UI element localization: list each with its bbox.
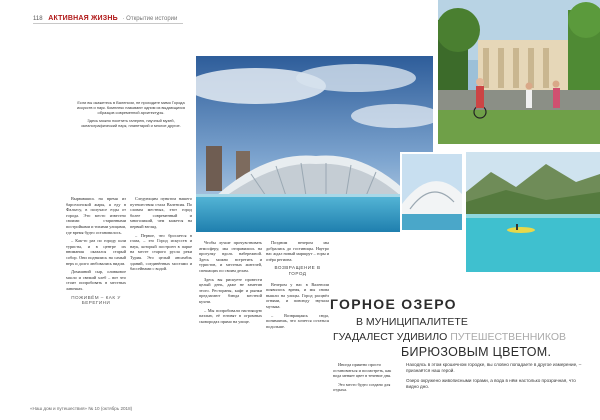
photo-turquoise-lake — [466, 152, 600, 272]
headline-line-3-dark: ГУАДАЛЕСТ УДИВИЛО — [333, 331, 448, 343]
body-paragraph: – Мы попробовали настоящую паэлью, её готовят в огромных сковородах прямо на улице. — [199, 307, 262, 324]
lead-paragraph: Озеро окружено живописными горами, а вода в нём настолько прозрачная, что видно дно. — [406, 378, 576, 389]
photo-city-of-arts — [196, 56, 433, 232]
body-paragraph: Иногда приятно просто остановиться и посмотреть, как вода меняет цвет в течение дня. — [333, 362, 392, 379]
body-paragraph: Здесь вы рискуете провести целый день, даже не заметив этого. Рестораны, кафе и рынки предлагают блюда местной кухни. — [199, 276, 262, 304]
headline-line-1: ГОРНОЕ ОЗЕРО — [330, 296, 457, 312]
caption-paragraph: Если вы окажетесь в Валенсии, не проходите мимо Города искусств и наук. Комплекс называют одним из выдающихся образцов современной архитектуры. — [76, 100, 186, 115]
page-header — [33, 15, 177, 22]
body-paragraph: – Как-то раз по городу шли туристы, и в центре их внимания оказался старый собор. Они поднялись на самый верх и долго любовались видом. — [66, 238, 126, 266]
small-column — [333, 362, 399, 396]
caption-paragraph: Здесь можно посетить галерею, научный музей, океанографический парк, планетарий и многое другое. — [81, 118, 181, 128]
header-rule — [33, 23, 183, 24]
body-paragraph: Домашний сыр, оливковое масло и свежий хлеб – вот что стоит попробовать в местных лавочках. — [66, 269, 126, 291]
column-subhead: ВОЗВРАЩЕНИЕ В ГОРОД — [274, 265, 321, 276]
article-column-2 — [130, 196, 192, 275]
body-paragraph: Поздним вечером мы добрались до гостиницы. Наутро нас ждал новый маршрут – горы и озёра региона. — [266, 240, 329, 262]
body-paragraph: Вырвавшись на время из барселонской жары, я еду в Фальесу, в получасе езды от города. Это место известно своими старинными постройками и тихими улицами, где время будто остановилось. — [66, 196, 126, 235]
headline-line-2: В МУНИЦИПАЛИТЕТЕ — [356, 316, 468, 328]
lead-text — [406, 362, 584, 394]
subsection-title: · Открытие истории — [122, 16, 178, 22]
photo-architecture-detail — [400, 152, 464, 232]
photo-caption — [70, 100, 192, 131]
body-paragraph: Вечером у нас в Валенсии появилось время, и мы снова вышли на улицы. Город расцвёл огнями, и повсюду звучала музыка. — [266, 281, 329, 309]
body-paragraph: – Первое, что бросается в глаза, – это Город искусств и наук, который построен в парке на месте старого русла реки Турия. Это целый ансамбль зданий, соединённых мостами и бассейнами с водой. — [130, 232, 192, 272]
section-title: АКТИВНАЯ ЖИЗНЬ — [48, 15, 118, 22]
body-paragraph: Следующим пунктом нашего путешествия стала Валенсия. По словам местных, этот город более современный и многоликий, чем кажется на первый взгляд. — [130, 196, 192, 229]
lead-paragraph: Находясь в этом крошечном городке, вы словно попадаете в другое измерение, – признаётся наш герой. — [406, 362, 582, 373]
column-subhead: ПОЖИВЁМ – КАК У БЕРЕГИНИ — [71, 294, 121, 306]
body-paragraph: Это место будто создано для отдыха. — [333, 381, 391, 393]
article-column-3 — [199, 240, 262, 327]
headline-line-3-light: ПУТЕШЕСТВЕННИКОВ — [447, 331, 566, 343]
headline-line-4: БИРЮЗОВЫМ ЦВЕТОМ. — [401, 345, 552, 359]
page-footer: «Наш дом и путешествия» № 10 (октябрь 2018) — [30, 406, 133, 411]
body-paragraph: – Возвращаясь сюда, понимаешь, что хочется остаться подольше. — [266, 312, 329, 329]
article-column-1 — [66, 196, 126, 311]
page-number: 118 — [33, 16, 43, 22]
article-column-4 — [266, 240, 329, 332]
body-paragraph: Чтобы лучше прочувствовать атмосферу, мы отправились на прогулку вдоль набережной. Здесь можно встретить и туристов, и местных жителей, спешащих по своим делам. — [199, 240, 262, 273]
photo-park-cyclists — [438, 0, 600, 144]
headline-line-3 — [333, 331, 566, 343]
